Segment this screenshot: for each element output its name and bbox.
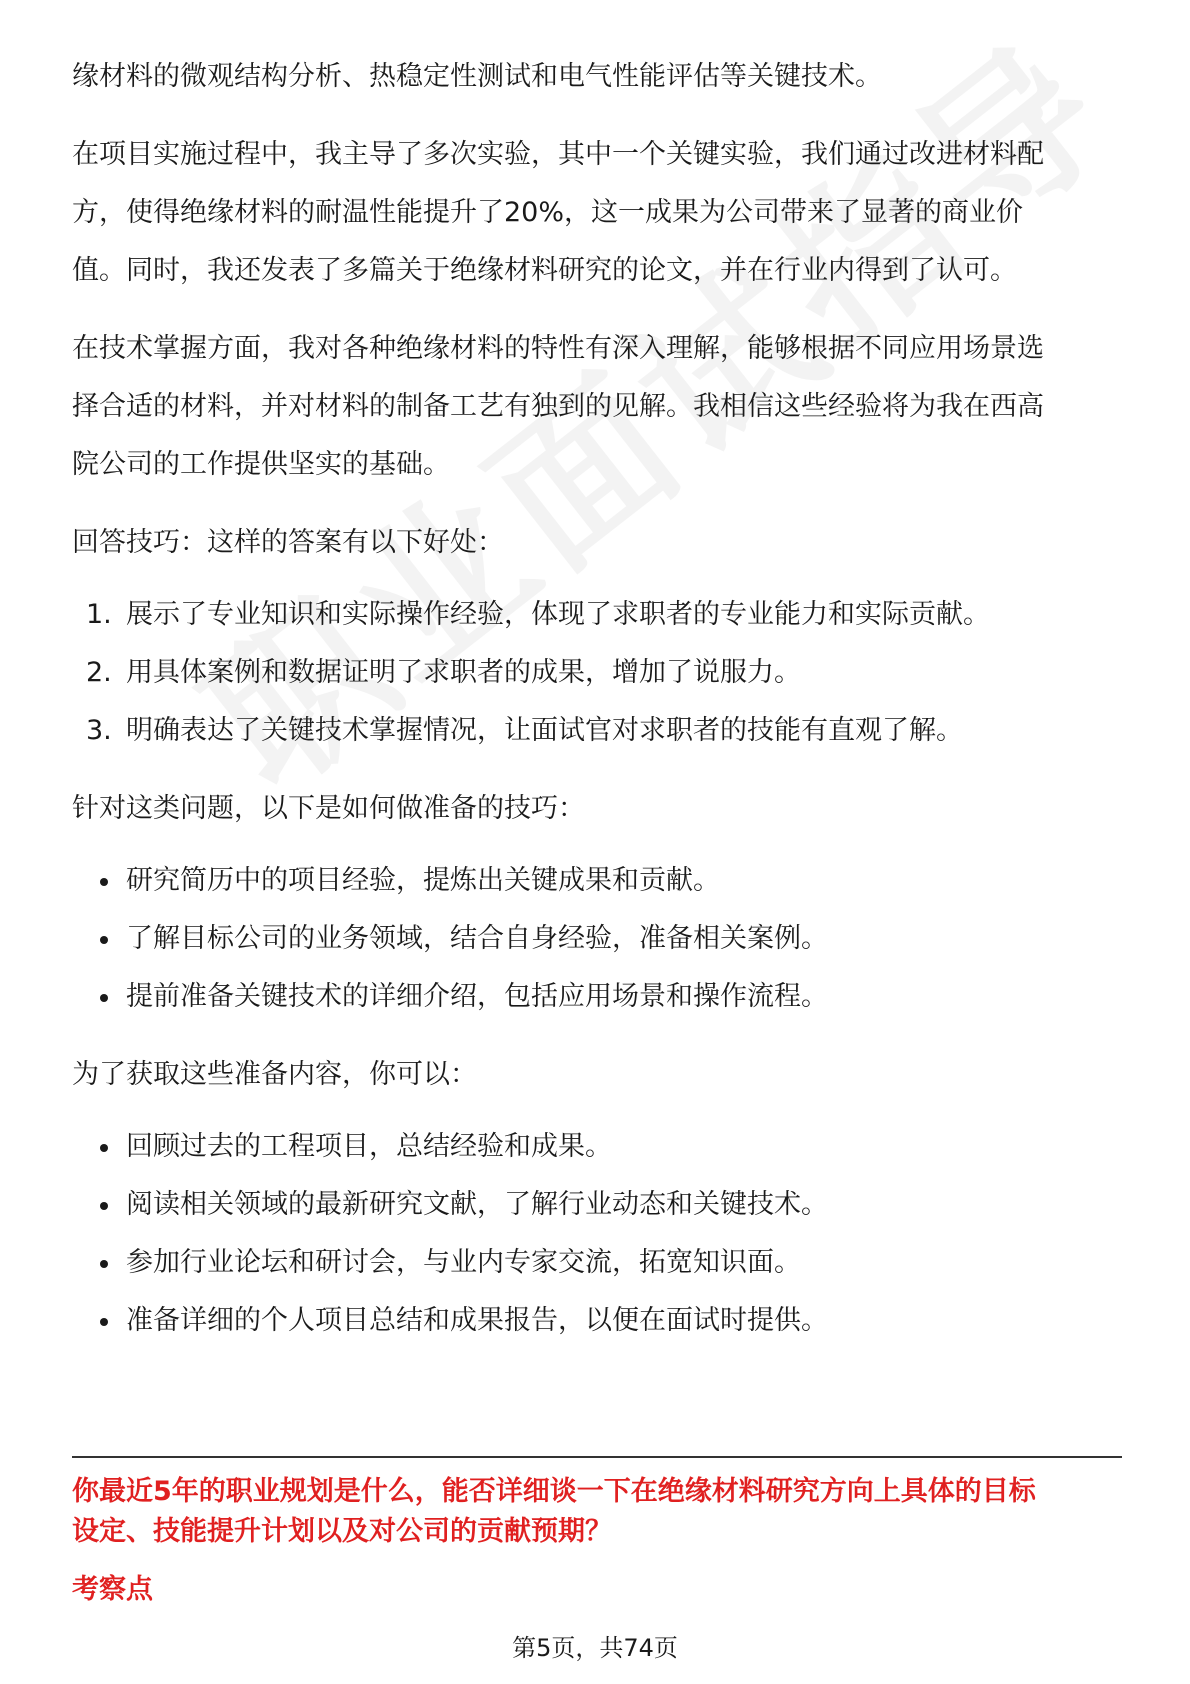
paragraph-line: 方，使得绝缘材料的耐温性能提升了20%，这一成果为公司带来了显著的商业价 xyxy=(72,197,1024,228)
list-number: 1. xyxy=(86,599,112,630)
list-item xyxy=(72,586,1122,644)
list-item-text: 研究简历中的项目经验，提炼出关键成果和贡献。 xyxy=(126,865,720,896)
section-divider xyxy=(72,1456,1122,1458)
list-item xyxy=(72,1118,1122,1176)
bullet-icon xyxy=(100,1260,108,1268)
list-number: 3. xyxy=(86,715,112,746)
list-item xyxy=(72,910,1122,968)
paragraph-experiment xyxy=(72,126,1122,300)
question-line: 设定、技能提升计划以及对公司的贡献预期？ xyxy=(72,1516,612,1547)
list-item-text: 了解目标公司的业务领域，结合自身经验，准备相关案例。 xyxy=(126,923,828,954)
bullet-icon xyxy=(100,1318,108,1326)
bullet-icon xyxy=(100,994,108,1002)
next-question-heading xyxy=(72,1472,1122,1552)
list-item xyxy=(72,1176,1122,1234)
list-item xyxy=(72,968,1122,1026)
list-item-text: 用具体案例和数据证明了求职者的成果，增加了说服力。 xyxy=(126,657,801,688)
paragraph-line: 院公司的工作提供坚实的基础。 xyxy=(72,449,450,480)
list-item xyxy=(72,1234,1122,1292)
list-item xyxy=(72,1292,1122,1350)
list-item-text: 展示了专业知识和实际操作经验，体现了求职者的专业能力和实际贡献。 xyxy=(126,599,990,630)
bullet-icon xyxy=(100,878,108,886)
get-tips-list xyxy=(72,1118,1122,1350)
paragraph-skills xyxy=(72,320,1122,494)
page-content xyxy=(72,48,1122,1350)
list-item-text: 准备详细的个人项目总结和成果报告，以便在面试时提供。 xyxy=(126,1305,828,1336)
benefits-list xyxy=(72,586,1122,760)
paragraph-line: 在技术掌握方面，我对各种绝缘材料的特性有深入理解，能够根据不同应用场景选 xyxy=(72,333,1044,364)
get-intro: 为了获取这些准备内容，你可以： xyxy=(72,1059,477,1090)
bullet-icon xyxy=(100,936,108,944)
section-heading: 考察点 xyxy=(72,1574,153,1605)
paragraph-continuation: 缘材料的微观结构分析、热稳定性测试和电气性能评估等关键技术。 xyxy=(72,61,882,92)
list-item-text: 阅读相关领域的最新研究文献，了解行业动态和关键技术。 xyxy=(126,1189,828,1220)
paragraph-line: 值。同时，我还发表了多篇关于绝缘材料研究的论文，并在行业内得到了认可。 xyxy=(72,255,1017,286)
list-item-text: 参加行业论坛和研讨会，与业内专家交流，拓宽知识面。 xyxy=(126,1247,801,1278)
list-item xyxy=(72,644,1122,702)
paragraph-line: 择合适的材料，并对材料的制备工艺有独到的见解。我相信这些经验将为我在西高 xyxy=(72,391,1044,422)
bullet-icon xyxy=(100,1144,108,1152)
prep-intro: 针对这类问题，以下是如何做准备的技巧： xyxy=(72,793,585,824)
list-item-text: 明确表达了关键技术掌握情况，让面试官对求职者的技能有直观了解。 xyxy=(126,715,963,746)
list-item xyxy=(72,852,1122,910)
list-item xyxy=(72,702,1122,760)
bullet-icon xyxy=(100,1202,108,1210)
tips-intro: 回答技巧：这样的答案有以下好处： xyxy=(72,527,504,558)
paragraph-line: 在项目实施过程中，我主导了多次实验，其中一个关键实验，我们通过改进材料配 xyxy=(72,139,1044,170)
list-item-text: 回顾过去的工程项目，总结经验和成果。 xyxy=(126,1131,612,1162)
list-number: 2. xyxy=(86,657,112,688)
list-item-text: 提前准备关键技术的详细介绍，包括应用场景和操作流程。 xyxy=(126,981,828,1012)
question-line: 你最近5年的职业规划是什么，能否详细谈一下在绝缘材料研究方向上具体的目标 xyxy=(72,1476,1036,1507)
page-number: 第5页，共74页 xyxy=(512,1634,678,1662)
prep-tips-list xyxy=(72,852,1122,1026)
